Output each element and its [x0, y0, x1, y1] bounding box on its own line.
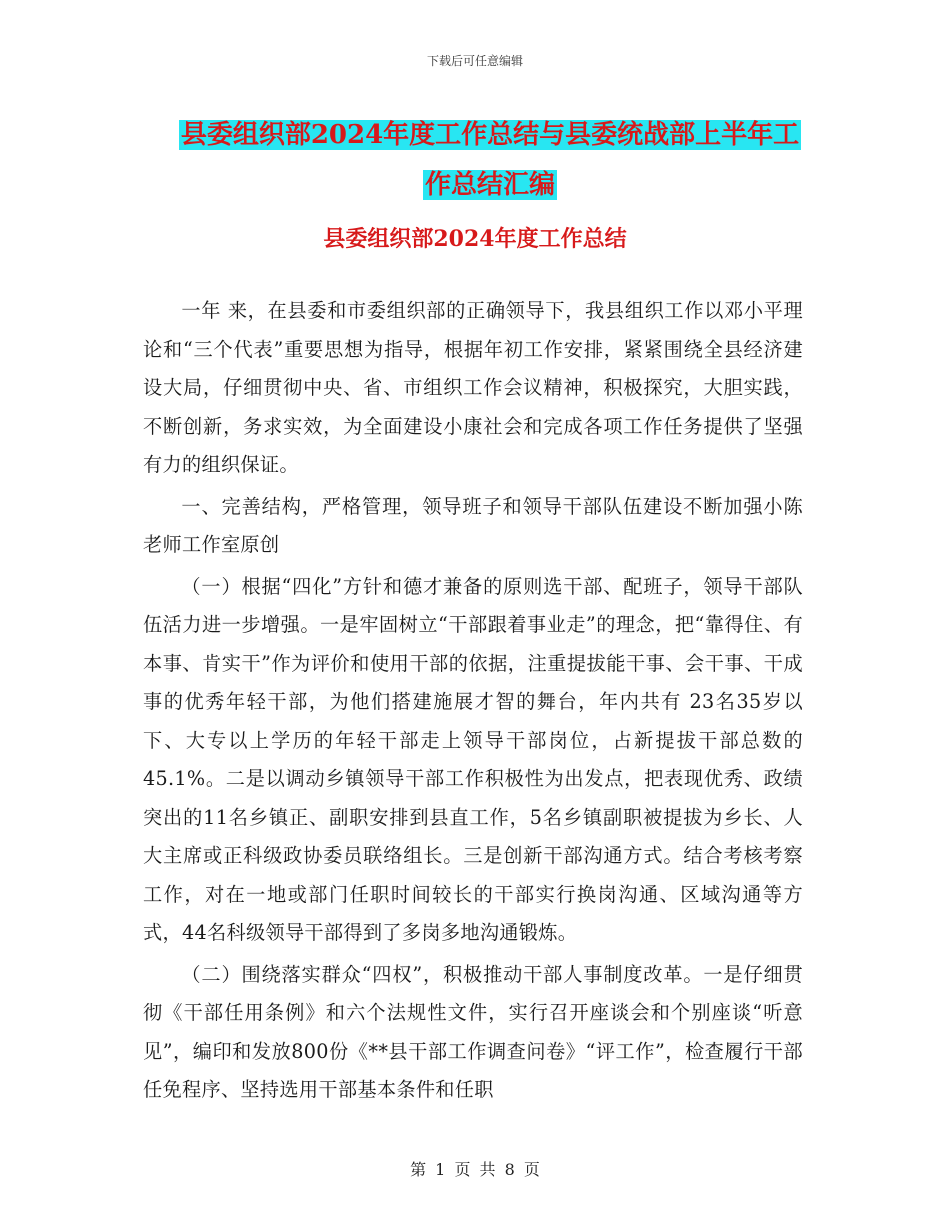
section-title: 县委组织部2024年度工作总结	[323, 226, 627, 252]
paragraph: （一）根据“四化”方针和德才兼备的原则选干部、配班子，领导干部队伍活力进一步增强。一是牢固树立“干部跟着事业走”的理念，把“靠得住、有本事、肯实干”作为评价和使用干部的依据，注重提拔能干事、会干事、干成事的优秀年轻干部，为他们搭建施展才智的舞台，年内共有 23名35岁以下、大专以上学历的年轻干部走上领导干部岗位，占新提拔干部总数的45.1%。二是以调动乡镇领导干部工作积极性为出发点，把表现优秀、政绩突出的11名乡镇正、副职安排到县直工作，5名乡镇副职被提拔为乡长、人大主席或正科级政协委员联络组长。三是创新干部沟通方式。结合考核考察工作，对在一地或部门任职时间较长的干部实行换岗沟通、区域沟通等方式，44名科级领导干部得到了多岗多地沟通锻炼。	[143, 574, 803, 944]
document-title-line-2: 作总结汇编	[424, 170, 555, 200]
paragraph: 一、完善结构，严格管理，领导班子和领导干部队伍建设不断加强小陈老师工作室原创	[143, 494, 803, 556]
document-title	[130, 110, 850, 210]
document-body	[143, 292, 803, 1113]
page-header-note: 下载后可任意编辑	[426, 54, 523, 68]
document-title-line-1: 县委组织部2024年度工作总结与县委统战部上半年工	[180, 120, 800, 150]
page-number: 第 1 页 共 8 页	[410, 1160, 540, 1179]
paragraph: （二）围绕落实群众“四权”，积极推动干部人事制度改革。一是仔细贯彻《干部任用条例》和六个法规性文件，实行召开座谈会和个别座谈“听意见”，编印和发放800份《**县干部工作调查问卷》“评工作”，检查履行干部任免程序、坚持选用干部基本条件和任职	[143, 962, 803, 1101]
paragraph: 一年 来，在县委和市委组织部的正确领导下，我县组织工作以邓小平理论和“三个代表”重要思想为指导，根据年初工作安排，紧紧围绕全县经济建设大局，仔细贯彻中央、省、市组织工作会议精神，积极探究，大胆实践，不断创新，务求实效，为全面建设小康社会和完成各项工作任务提供了坚强有力的组织保证。	[143, 299, 803, 476]
